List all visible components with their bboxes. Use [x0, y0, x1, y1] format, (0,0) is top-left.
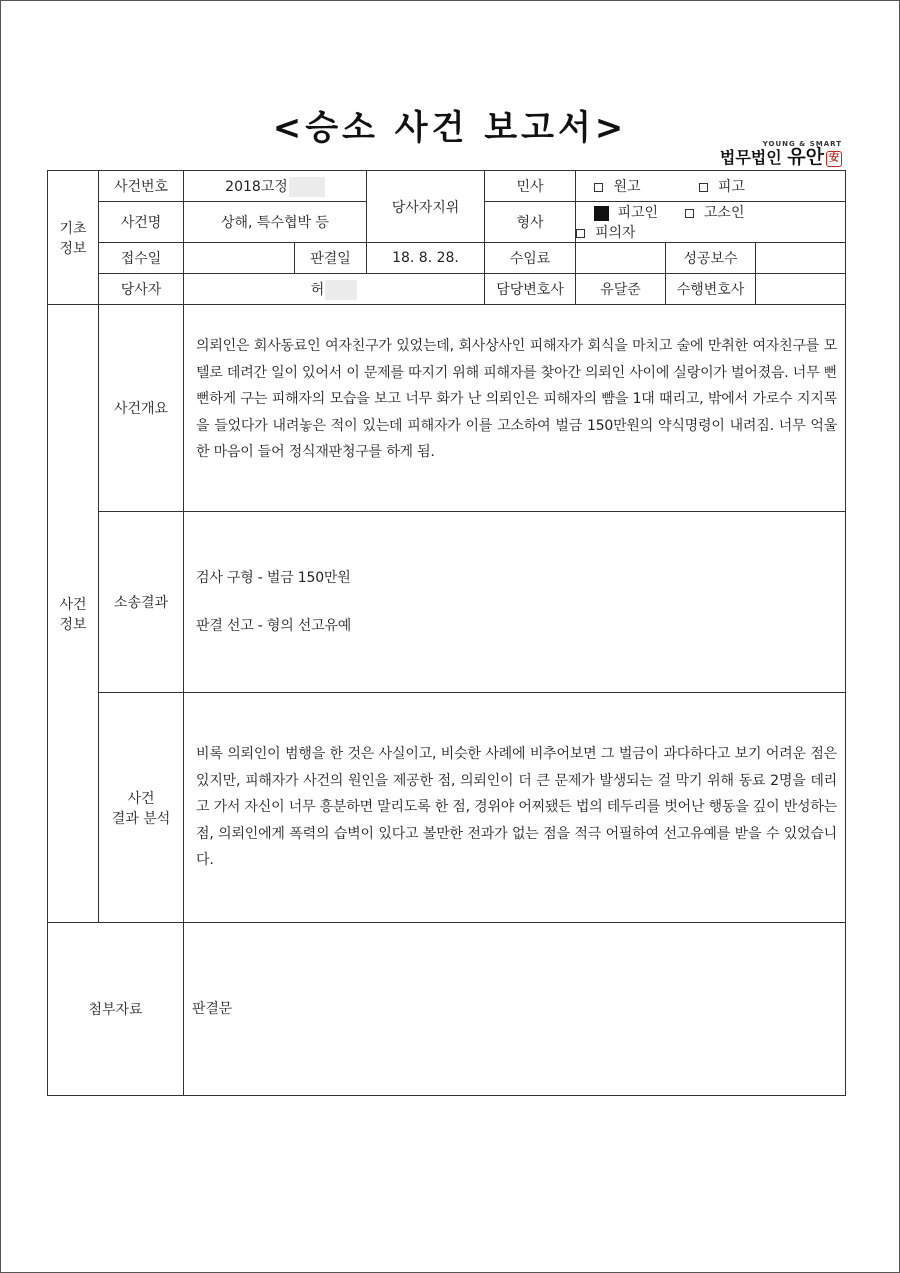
party-label: 당사자: [99, 274, 184, 305]
row-result: [48, 512, 846, 693]
redacted-block: [325, 280, 357, 300]
analysis-label: [99, 693, 184, 923]
party-position-label: 당사자지위: [367, 171, 485, 243]
attachment-cell: [184, 923, 846, 1096]
criminal-option-suspect-label: 피의자: [595, 225, 636, 241]
case-no-value: [184, 171, 367, 202]
civil-option-plaintiff[interactable]: [594, 176, 684, 196]
checkbox-icon: [699, 183, 708, 192]
checkbox-icon: [576, 229, 585, 238]
attachment-value: 판결문: [192, 1000, 232, 1017]
party-value: [184, 274, 485, 305]
analysis-cell: [184, 693, 846, 923]
lawyer-value: 유달준: [576, 274, 666, 305]
result-line-2: 판결 선고 - 형의 선고유예: [196, 618, 352, 634]
criminal-option-suspect[interactable]: [576, 222, 636, 242]
fee-label: 수임료: [485, 243, 576, 274]
basic-section-label-line2: 정보: [59, 240, 87, 257]
fee-value: [576, 243, 666, 274]
exec-lawyer-label: 수행변호사: [666, 274, 756, 305]
row-party: [48, 274, 846, 305]
civil-options: [576, 171, 846, 202]
case-name-value: 상해, 특수협박 등: [184, 202, 367, 243]
logo-mark-icon: 安: [826, 151, 842, 167]
success-fee-value: [756, 243, 846, 274]
result-line-1: 검사 구형 - 벌금 150만원: [196, 569, 351, 586]
row-analysis: [48, 693, 846, 923]
row-case-number: [48, 171, 846, 202]
result-label: 소송결과: [99, 512, 184, 693]
case-section-label-line2: 정보: [59, 616, 87, 633]
basic-section-label: [48, 171, 99, 305]
criminal-option-complainant-label: 고소인: [703, 205, 745, 221]
criminal-option-accused[interactable]: [594, 202, 670, 222]
logo-name: 법무법인: [719, 148, 782, 167]
civil-option-defendant-label: 피고: [717, 179, 745, 195]
case-no-label: 사건번호: [99, 171, 184, 202]
row-dates: [48, 243, 846, 274]
criminal-option-accused-label: 피고인: [617, 205, 659, 221]
judgment-date-value: 18. 8. 28.: [367, 243, 485, 274]
attachment-label: 첨부자료: [48, 923, 184, 1096]
logo-name-row: [720, 148, 842, 167]
row-summary: [48, 305, 846, 512]
analysis-text: 비록 의뢰인이 범행을 한 것은 사실이고, 비슷한 사례에 비추어보면 그 벌금이 과다하다고 보기 어려운 점은 있지만, 피해자가 사건의 원인을 제공한 점, 의뢰인이 더 큰 문제가 발생되는 걸 막기 위해 동료 2명을 데리고 가서 자신이 너무 흥분하면 말리도록 한 점, 경위야 어찌됐든 법의 테두리를 벗어난 행동을 깊이 반성하는 점, 의뢰인에게 폭력의 습벽이 있다고 볼만한 전과가 없는 점을 적극 어필하여 선고유예를 받을 수 있었습니다.: [196, 746, 838, 869]
analysis-label-line1: 사건: [127, 790, 155, 807]
criminal-label: 형사: [485, 202, 576, 243]
case-no-text: 2018고정: [225, 178, 288, 195]
analysis-label-line2: 결과 분석: [111, 810, 171, 827]
civil-option-defendant[interactable]: [699, 176, 745, 196]
report-table: [47, 170, 846, 1096]
criminal-option-complainant[interactable]: [685, 202, 765, 222]
case-section-label-line1: 사건: [59, 596, 87, 613]
lawyer-label: 담당변호사: [485, 274, 576, 305]
page-title: <승소 사건 보고서>: [272, 108, 628, 148]
civil-label: 민사: [485, 171, 576, 202]
checkbox-icon: [685, 209, 694, 218]
result-cell: [184, 512, 846, 693]
logo-tagline: YOUNG & SMART: [762, 140, 842, 148]
redacted-block: [289, 177, 325, 197]
receipt-date-label: 접수일: [99, 243, 184, 274]
success-fee-label: 성공보수: [666, 243, 756, 274]
basic-section-label-line1: 기초: [59, 220, 87, 237]
exec-lawyer-value: [756, 274, 846, 305]
criminal-options: [576, 202, 846, 243]
case-name-label: 사건명: [99, 202, 184, 243]
summary-text: 의뢰인은 회사동료인 여자친구가 있었는데, 회사상사인 피해자가 회식을 마치고 술에 만취한 여자친구를 모텔로 데려간 일이 있어서 이 문제를 따지기 위해 피해자를 찾아간 의뢰인 사이에 실랑이가 벌어졌음. 너무 뻔뻔하게 구는 피해자의 모습을 보고 너무 화가 난 의뢰인은 피해자의 뺨을 1대 때리고, 밖에서 가로수 지지목을 들었다가 내려놓은 적이 있는데 피해자가 이를 고소하여 벌금 150만원의 약식명령이 내려짐. 너무 억울한 마음이 들어 정식재판청구를 하게 됨.: [196, 338, 838, 460]
checkbox-icon: [594, 183, 603, 192]
firm-logo: [720, 140, 842, 167]
summary-cell: [184, 305, 846, 512]
summary-label: 사건개요: [99, 305, 184, 512]
civil-option-plaintiff-label: 원고: [613, 179, 641, 195]
judgment-date-label: 판결일: [295, 243, 367, 274]
row-attachment: [48, 923, 846, 1096]
case-section-label: [48, 305, 99, 923]
receipt-date-value: [184, 243, 295, 274]
logo-brand: 유안: [787, 146, 824, 168]
checked-box-icon: [594, 206, 609, 221]
party-text: 허: [310, 281, 325, 298]
